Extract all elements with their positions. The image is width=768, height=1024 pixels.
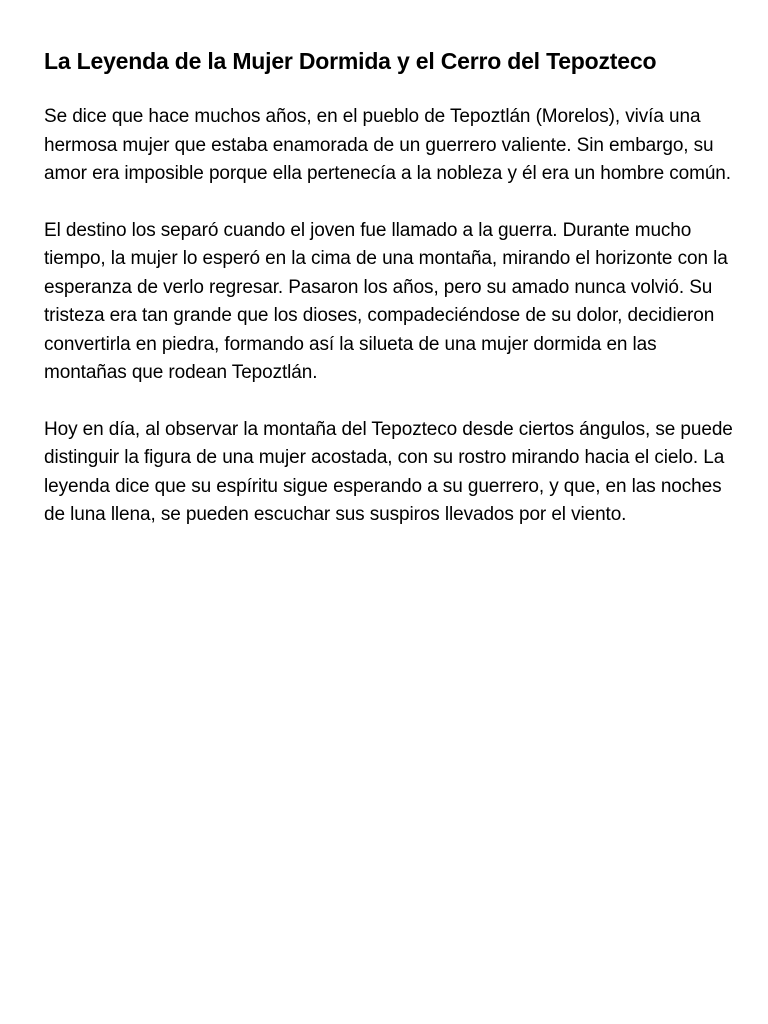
paragraph-intro: Se dice que hace muchos años, en el pueblo de Tepoztlán (Morelos), vivía una hermosa mujer que estaba enamorada de un guerrero valiente. Sin embargo, su amor era imposible porque ella pertenecía a la nobleza y él era un hombre común.: [44, 106, 731, 184]
document-page: [44, 44, 734, 530]
paragraph-story: El destino los separó cuando el joven fue llamado a la guerra. Durante mucho tiempo, la mujer lo esperó en la cima de una montaña, mirando el horizonte con la esperanza de verlo regresar. Pasaron los años, pero su amado nunca volvió. Su tristeza era tan grande que los dioses, compadeciéndose de su dolor, decidieron convertirla en piedra, formando así la silueta de una mujer dormida en las montañas que rodean Tepoztlán.: [44, 219, 728, 383]
document-title: La Leyenda de la Mujer Dormida y el Cerro del Tepozteco: [44, 48, 657, 74]
paragraph-today: Hoy en día, al observar la montaña del Tepozteco desde ciertos ángulos, se puede distinguir la figura de una mujer acostada, con su rostro mirando hacia el cielo. La leyenda dice que su espíritu sigue esperando a su guerrero, y que, en las noches de luna llena, se pueden escuchar sus suspiros llevados por el viento.: [44, 418, 733, 525]
